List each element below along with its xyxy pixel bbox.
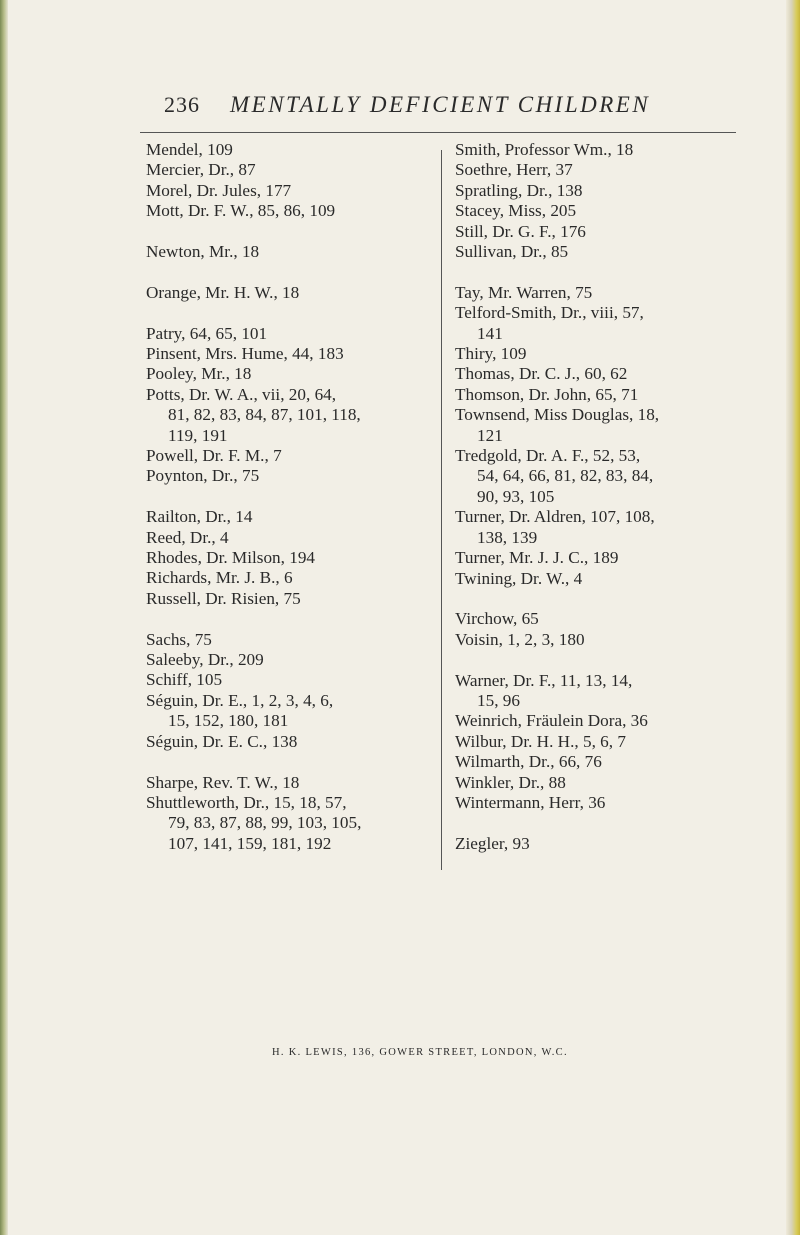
index-entry-line: Sharpe, Rev. T. W., 18 bbox=[146, 772, 300, 792]
index-entry-continuation: 81, 82, 83, 84, 87, 101, 118, bbox=[168, 405, 361, 425]
index-entry-line: Warner, Dr. F., 11, 13, 14, bbox=[455, 670, 633, 690]
index-entry bbox=[455, 344, 755, 364]
index-entry-line: Reed, Dr., 4 bbox=[146, 527, 229, 547]
index-entry bbox=[146, 732, 441, 752]
index-entry bbox=[455, 222, 755, 242]
index-entry bbox=[455, 732, 755, 752]
index-entry-line: Schiff, 105 bbox=[146, 670, 223, 690]
index-entry bbox=[146, 201, 441, 221]
index-entry-line: Séguin, Dr. E. C., 138 bbox=[146, 731, 298, 751]
index-entry-line: Shuttleworth, Dr., 15, 18, 57, bbox=[146, 792, 347, 812]
running-title: MENTALLY DEFICIENT CHILDREN bbox=[230, 92, 651, 117]
index-entry bbox=[455, 364, 755, 384]
index-entry bbox=[455, 303, 755, 344]
index-entry bbox=[455, 160, 755, 180]
index-entry-line: Séguin, Dr. E., 1, 2, 3, 4, 6, bbox=[146, 690, 334, 710]
index-entry-line: Sullivan, Dr., 85 bbox=[455, 242, 569, 262]
index-entry bbox=[146, 568, 441, 588]
index-entry-line: Telford-Smith, Dr., viii, 57, bbox=[455, 303, 644, 323]
column-divider bbox=[441, 150, 442, 870]
index-entry-continuation: 90, 93, 105 bbox=[477, 486, 555, 506]
index-entry-line: Turner, Mr. J. J. C., 189 bbox=[455, 548, 619, 568]
index-entry-line: Thomson, Dr. John, 65, 71 bbox=[455, 384, 639, 404]
index-entry-line: Richards, Mr. J. B., 6 bbox=[146, 568, 293, 588]
index-entry bbox=[455, 181, 755, 201]
index-entry bbox=[146, 242, 441, 262]
index-entry-line: Twining, Dr. W., 4 bbox=[455, 568, 583, 588]
index-entry-line: Orange, Mr. H. W., 18 bbox=[146, 282, 300, 302]
index-entry bbox=[455, 793, 755, 813]
index-entry bbox=[146, 507, 441, 527]
index-entry-line: Townsend, Miss Douglas, 18, bbox=[455, 405, 660, 425]
index-entry bbox=[146, 670, 441, 690]
index-entry bbox=[146, 650, 441, 670]
letter-group-gap bbox=[455, 650, 755, 670]
index-entry bbox=[455, 630, 755, 650]
index-entry-line: Turner, Dr. Aldren, 107, 108, bbox=[455, 507, 655, 527]
index-entry-continuation: 121 bbox=[477, 425, 503, 445]
index-entry-line: Voisin, 1, 2, 3, 180 bbox=[455, 629, 585, 649]
index-entry bbox=[455, 201, 755, 221]
index-entry bbox=[455, 548, 755, 568]
index-entry bbox=[146, 589, 441, 609]
index-entry bbox=[146, 446, 441, 466]
index-entry bbox=[146, 773, 441, 793]
index-entry-line: Smith, Professor Wm., 18 bbox=[455, 140, 634, 159]
index-entry-line: Stacey, Miss, 205 bbox=[455, 201, 577, 221]
printer-imprint: H. K. LEWIS, 136, GOWER STREET, LONDON, W.C. bbox=[272, 1047, 568, 1058]
index-entry bbox=[146, 364, 441, 384]
index-entry bbox=[146, 548, 441, 568]
index-entry-line: Railton, Dr., 14 bbox=[146, 507, 253, 527]
index-entry bbox=[455, 507, 755, 548]
index-entry bbox=[455, 609, 755, 629]
index-entry-line: Still, Dr. G. F., 176 bbox=[455, 221, 586, 241]
index-entry-line: Pinsent, Mrs. Hume, 44, 183 bbox=[146, 344, 344, 364]
index-entry-line: Mott, Dr. F. W., 85, 86, 109 bbox=[146, 201, 336, 221]
index-entry bbox=[455, 385, 755, 405]
index-entry-line: Virchow, 65 bbox=[455, 609, 539, 629]
index-entry bbox=[146, 385, 441, 446]
index-entry-line: Sachs, 75 bbox=[146, 629, 212, 649]
index-entry-line: Spratling, Dr., 138 bbox=[455, 180, 583, 200]
index-entry bbox=[455, 671, 755, 712]
letter-group-gap bbox=[455, 813, 755, 833]
index-entry-line: Tredgold, Dr. A. F., 52, 53, bbox=[455, 446, 641, 466]
index-entry-line: Pooley, Mr., 18 bbox=[146, 364, 252, 384]
index-entry-line: Tay, Mr. Warren, 75 bbox=[455, 282, 593, 302]
index-entry bbox=[146, 181, 441, 201]
index-entry-line: Weinrich, Fräulein Dora, 36 bbox=[455, 711, 648, 731]
index-entry-continuation: 138, 139 bbox=[477, 527, 538, 547]
index-column-left bbox=[146, 140, 441, 854]
page-binding-edge-left bbox=[0, 0, 8, 1235]
index-entry bbox=[146, 140, 441, 160]
index-entry-line: Wilbur, Dr. H. H., 5, 6, 7 bbox=[455, 731, 626, 751]
index-entry bbox=[146, 324, 441, 344]
index-entry bbox=[146, 466, 441, 486]
index-entry-continuation: 119, 191 bbox=[168, 425, 228, 445]
index-entry bbox=[455, 140, 755, 160]
index-entry-continuation: 79, 83, 87, 88, 99, 103, 105, bbox=[168, 813, 362, 833]
index-entry bbox=[455, 752, 755, 772]
index-entry-line: Ziegler, 93 bbox=[455, 833, 530, 853]
index-entry-continuation: 141 bbox=[477, 323, 503, 343]
letter-group-gap bbox=[146, 609, 441, 629]
index-entry-line: Thiry, 109 bbox=[455, 344, 527, 364]
header-rule bbox=[140, 132, 736, 133]
index-entry-line: Rhodes, Dr. Milson, 194 bbox=[146, 548, 316, 568]
index-entry bbox=[455, 773, 755, 793]
index-entry-line: Morel, Dr. Jules, 177 bbox=[146, 180, 292, 200]
index-entry-line: Saleeby, Dr., 209 bbox=[146, 650, 264, 670]
index-entry bbox=[455, 405, 755, 446]
index-entry-line: Thomas, Dr. C. J., 60, 62 bbox=[455, 364, 628, 384]
index-entry-line: Newton, Mr., 18 bbox=[146, 242, 260, 262]
letter-group-gap bbox=[455, 262, 755, 282]
index-entry bbox=[146, 160, 441, 180]
index-entry bbox=[455, 569, 755, 589]
index-column-right bbox=[455, 140, 755, 854]
letter-group-gap bbox=[146, 752, 441, 772]
index-entry bbox=[146, 630, 441, 650]
page-binding-edge-right bbox=[786, 0, 800, 1235]
index-entry-line: Patry, 64, 65, 101 bbox=[146, 323, 268, 343]
index-entry-line: Soethre, Herr, 37 bbox=[455, 160, 573, 180]
index-entry bbox=[146, 344, 441, 364]
index-entry-line: Russell, Dr. Risien, 75 bbox=[146, 588, 301, 608]
index-entry-line: Wintermann, Herr, 36 bbox=[455, 792, 606, 812]
index-entry-line: Mendel, 109 bbox=[146, 140, 233, 159]
letter-group-gap bbox=[455, 589, 755, 609]
letter-group-gap bbox=[146, 303, 441, 323]
index-entry-line: Potts, Dr. W. A., vii, 20, 64, bbox=[146, 384, 337, 404]
index-entry bbox=[455, 446, 755, 507]
index-entry bbox=[455, 242, 755, 262]
index-entry bbox=[146, 793, 441, 854]
index-entry-continuation: 15, 152, 180, 181 bbox=[168, 711, 289, 731]
index-entry bbox=[146, 283, 441, 303]
index-entry-continuation: 54, 64, 66, 81, 82, 83, 84, bbox=[477, 466, 654, 486]
letter-group-gap bbox=[146, 222, 441, 242]
index-entry bbox=[455, 711, 755, 731]
index-entry-continuation: 15, 96 bbox=[477, 690, 520, 710]
index-entry-line: Poynton, Dr., 75 bbox=[146, 466, 260, 486]
letter-group-gap bbox=[146, 262, 441, 282]
index-entry-line: Winkler, Dr., 88 bbox=[455, 772, 566, 792]
index-entry bbox=[146, 528, 441, 548]
page-number: 236 bbox=[164, 92, 200, 117]
index-entry bbox=[146, 691, 441, 732]
letter-group-gap bbox=[146, 487, 441, 507]
index-entry bbox=[455, 283, 755, 303]
index-entry-line: Wilmarth, Dr., 66, 76 bbox=[455, 752, 602, 772]
page-header bbox=[164, 92, 684, 122]
index-entry-continuation: 107, 141, 159, 181, 192 bbox=[168, 833, 332, 853]
index-entry-line: Powell, Dr. F. M., 7 bbox=[146, 446, 282, 466]
index-entry-line: Mercier, Dr., 87 bbox=[146, 160, 256, 180]
index-entry bbox=[455, 834, 755, 854]
